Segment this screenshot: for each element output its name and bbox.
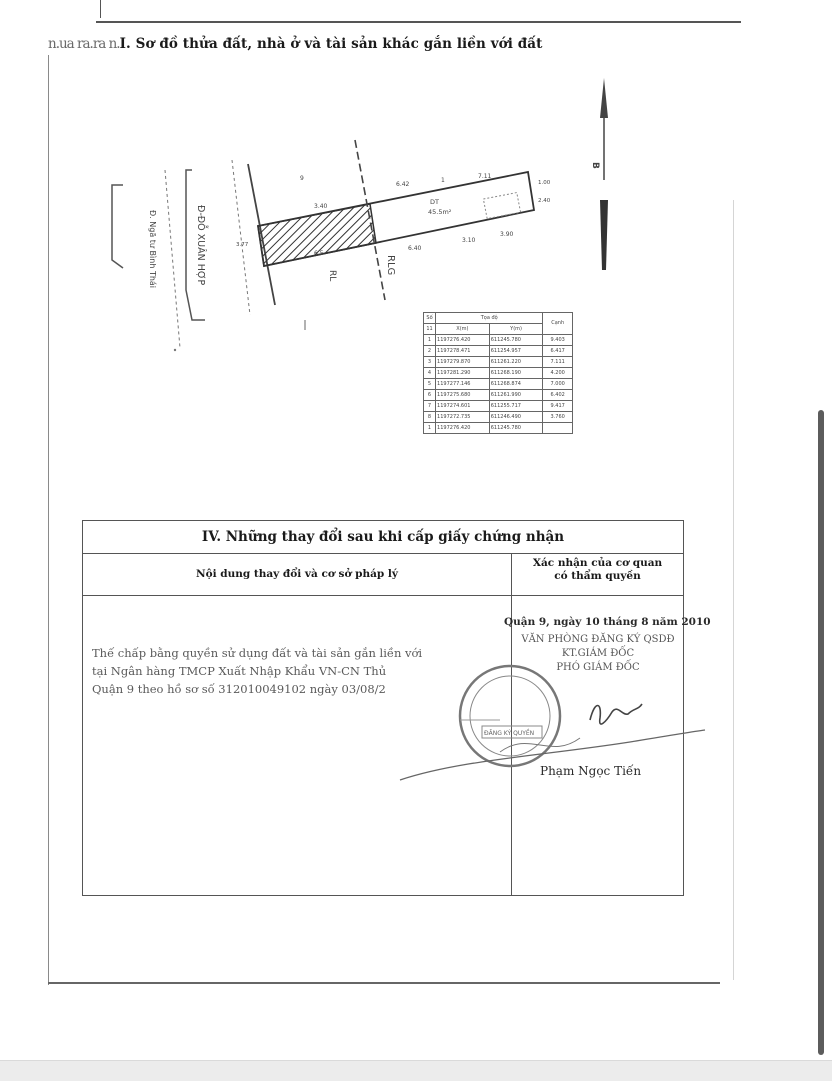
coord-x: 1197278.471 — [436, 346, 490, 357]
dim-240: 2.40 — [538, 198, 551, 204]
north-mark: B — [590, 162, 600, 169]
map-dot — [174, 349, 176, 351]
coord-y: 611255.717 — [489, 401, 543, 412]
dim-711: 7.11 — [478, 173, 492, 180]
table-row — [424, 412, 573, 423]
dim-390: 3.90 — [500, 231, 514, 238]
dim-340: 3.40 — [314, 203, 328, 210]
dim-640: 6.40 — [408, 245, 422, 252]
right-header-line-2: có thẩm quyền — [554, 570, 641, 582]
coord-y: 611261.990 — [489, 390, 543, 401]
coord-header-row — [424, 313, 573, 324]
dim-65: 6.5 — [314, 250, 324, 257]
changes-col-right-header — [512, 557, 683, 583]
coord-y: 611261.220 — [489, 357, 543, 368]
table-row — [424, 423, 573, 434]
dim-642: 6.42 — [396, 181, 410, 188]
coord-no: 4 — [424, 368, 436, 379]
side-street-label: Đ. Ngã tư Bình Thái — [148, 210, 157, 289]
coord-no: 5 — [424, 379, 436, 390]
coord-x: 1197276.420 — [436, 423, 490, 434]
rlg-label: RLG — [385, 255, 396, 276]
parcel-area: 45.5m² — [428, 208, 452, 216]
bottom-bar — [0, 1060, 832, 1081]
changes-table-title: IV. Những thay đổi sau khi cấp giấy chứng nhận — [83, 521, 683, 554]
coord-len: 7.000 — [543, 379, 573, 390]
coord-len: 9.417 — [543, 401, 573, 412]
content-line: tại Ngân hàng TMCP Xuất Nhập Khẩu VN-CN Thủ — [92, 664, 387, 678]
coord-no: 2 — [424, 346, 436, 357]
coord-no: 8 — [424, 412, 436, 423]
side-street-dashed — [165, 170, 180, 348]
coord-x: 1197279.870 — [436, 357, 490, 368]
scrollbar[interactable] — [818, 410, 824, 1055]
parcel-label: DT — [430, 198, 439, 206]
table-row — [424, 401, 573, 412]
coord-y: 611254.957 — [489, 346, 543, 357]
content-line: Quận 9 theo hồ sơ số 312010049102 ngày 03/08/2 — [92, 682, 386, 696]
coord-no: 6 — [424, 390, 436, 401]
stamp-text: ĐĂNG KÝ QUYỀN — [484, 730, 535, 737]
signature-drawing — [380, 690, 710, 800]
dim-100: 1.00 — [538, 180, 551, 186]
coord-len: 6.417 — [543, 346, 573, 357]
office-role-1: KT.GIÁM ĐỐC — [561, 648, 635, 659]
changes-col-left-header: Nội dung thay đổi và cơ sở pháp lý — [196, 568, 398, 580]
dim-1: 1 — [441, 177, 445, 184]
coord-x: 1197274.601 — [436, 401, 490, 412]
top-rule — [96, 21, 741, 23]
confirmation-date: Quận 9, ngày 10 tháng 8 năm 2010 — [504, 616, 711, 628]
coord-len: 9.403 — [543, 335, 573, 346]
coord-len — [543, 423, 573, 434]
content-line: Thế chấp bằng quyền sử dụng đất và tài sản gắn liền với — [92, 646, 423, 660]
rl-label: RL — [327, 270, 337, 282]
coord-x: 1197272.735 — [436, 412, 490, 423]
coord-head-no: Số — [424, 313, 436, 324]
coord-y: 611268.190 — [489, 368, 543, 379]
dim-310: 3.10 — [462, 237, 476, 244]
table-row — [424, 368, 573, 379]
right-header-line-1: Xác nhận của cơ quan — [532, 557, 663, 569]
signer-name: Phạm Ngọc Tiến — [540, 764, 642, 778]
coord-no: 3 — [424, 357, 436, 368]
table-row — [424, 335, 573, 346]
coord-x: 1197281.290 — [436, 368, 490, 379]
office-name: VĂN PHÒNG ĐĂNG KÝ QSDĐ — [521, 634, 675, 645]
table-row — [424, 379, 573, 390]
table-row — [424, 346, 573, 357]
coord-y: 611268.874 — [489, 379, 543, 390]
table-row — [424, 390, 573, 401]
top-tick-mark — [100, 0, 101, 18]
side-street-bracket — [112, 185, 123, 268]
north-arrow-base-icon — [600, 200, 608, 270]
coord-y: 611245.780 — [489, 423, 543, 434]
right-margin-line — [733, 200, 734, 980]
coord-y: 611246.490 — [489, 412, 543, 423]
heading-prefix: n.ua ra.ra n. — [48, 36, 120, 52]
header-divider — [83, 595, 683, 596]
office-role-2: PHÓ GIÁM ĐỐC — [556, 662, 640, 673]
dim-9: 9 — [300, 175, 304, 182]
coord-head-len: Cạnh — [543, 313, 573, 335]
coord-x: 1197276.420 — [436, 335, 490, 346]
coord-no: 1 — [424, 335, 436, 346]
coord-no: 1 — [424, 423, 436, 434]
coord-x: 1197275.680 — [436, 390, 490, 401]
main-street-dashed — [232, 160, 250, 315]
coord-len: 7.111 — [543, 357, 573, 368]
section-heading — [48, 36, 543, 52]
north-arrow-icon — [600, 78, 608, 118]
main-street-label: Đ-ĐỖ XUÂN HỢP — [195, 205, 206, 286]
coord-head-group: Tọa độ — [436, 313, 543, 324]
parcel-map — [0, 60, 720, 360]
bottom-rule — [48, 982, 720, 984]
dim-377: 3.77 — [236, 242, 249, 248]
heading-text: I. Sơ đồ thửa đất, nhà ở và tài sản khác gắn liền với đất — [119, 36, 543, 52]
coord-head-y: Y(m) — [489, 324, 543, 335]
table-row — [424, 357, 573, 368]
coordinate-table — [423, 312, 573, 434]
coord-head-no-sub: 11 — [424, 324, 436, 335]
coord-x: 1197277.146 — [436, 379, 490, 390]
coord-no: 7 — [424, 401, 436, 412]
coord-head-x: X(m) — [436, 324, 490, 335]
coord-len: 4.200 — [543, 368, 573, 379]
coord-y: 611245.780 — [489, 335, 543, 346]
coord-len: 3.760 — [543, 412, 573, 423]
coord-len: 6.402 — [543, 390, 573, 401]
